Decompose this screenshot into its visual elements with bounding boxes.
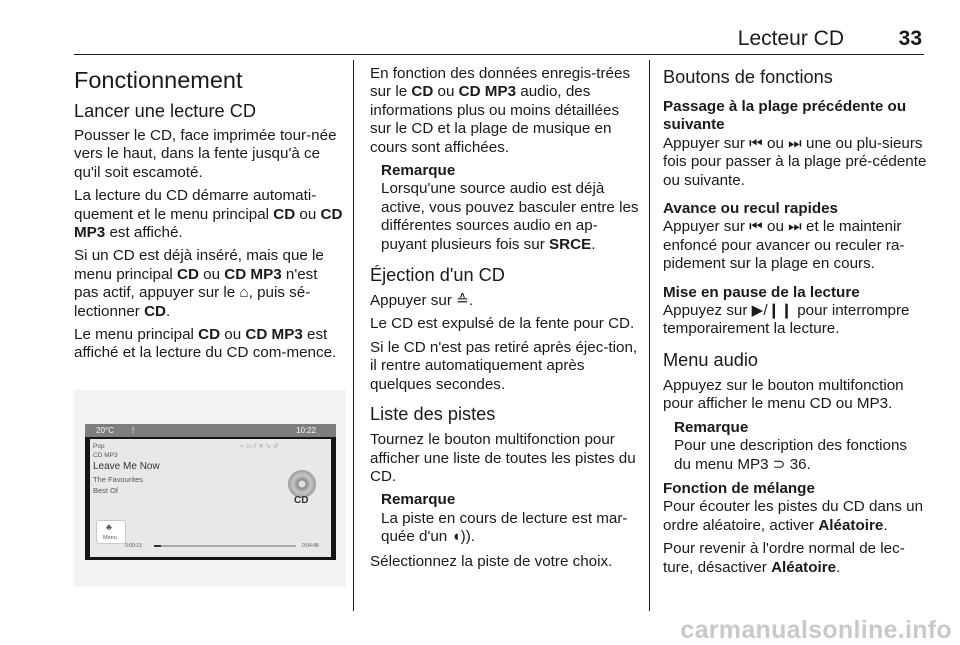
disc-label: CD	[294, 495, 309, 506]
track-title: Leave Me Now	[93, 461, 160, 472]
progress-bar	[154, 545, 296, 547]
cd-player-screen-photo	[74, 390, 346, 587]
column-1	[74, 60, 346, 363]
paragraph-select-track: Sélectionnez la piste de votre choix.	[370, 552, 613, 570]
header-divider	[74, 54, 924, 55]
temperature: 20°C	[96, 426, 114, 435]
heading-skip-track: Passage à la plage précédente ou suivante	[663, 98, 907, 134]
paragraph-main-menu: Le menu principal CD ou CD MP3 est affiché et la lecture du CD com-mence.	[74, 326, 337, 362]
paragraph-skip-track: Appuyer sur ⏮ ou ⏭ une ou plu-sieurs fois pour passer à la plage pré-cédente ou suivante.	[663, 134, 927, 189]
page-number: 33	[898, 27, 922, 50]
total-time: 0:04:48	[302, 543, 319, 549]
heading-audio-menu: Menu audio	[663, 349, 759, 370]
note-mp3-menu	[663, 419, 927, 474]
heading-function-buttons: Boutons de fonctions	[663, 67, 833, 87]
album-subtitle: Best Of	[93, 486, 119, 495]
source-label: Pop	[93, 443, 105, 450]
paragraph-audio-menu: Appuyez sur le bouton multifonction pour afficher le menu CD ou MP3.	[663, 376, 904, 413]
section-title: Fonctionnement	[74, 67, 243, 93]
paragraph-fast-forward: Appuyer sur ⏮ ou ⏭ et le maintenir enfoncé pour avancer ou reculer ra-pidement sur la plage en cours.	[663, 218, 905, 273]
display-content	[90, 439, 331, 557]
note-title: Remarque	[381, 491, 456, 509]
paragraph-shuffle-on: Pour écouter les pistes du CD dans un ordre aléatoire, activer Aléatoire.	[663, 498, 924, 534]
cd-disc-icon	[288, 470, 316, 498]
mode-label: CD MP3	[93, 452, 118, 459]
clock: 10:22	[296, 426, 317, 435]
heading-shuffle: Fonction de mélange	[663, 479, 815, 497]
paragraph-already-inserted: Si un CD est déjà inséré, mais que le menu principal CD ou CD MP3 n'est pas actif, appuyer sur le ⌂, puis sé-lectionner CD.	[74, 247, 324, 320]
column-divider-2	[649, 60, 650, 611]
menu-icon: ♣	[106, 522, 112, 532]
paragraph-eject-result: Le CD est expulsé de la fente pour CD.	[370, 315, 635, 333]
status-bar	[85, 424, 336, 437]
heading-fast-forward: Avance ou recul rapides	[663, 200, 839, 218]
note-current-track	[370, 491, 640, 546]
home-icon: ⌂	[239, 284, 249, 302]
column-3	[663, 60, 927, 577]
note-text: Lorsqu'une source audio est déjà active, vous pouvez basculer entre les différentes sources audio en ap-puyant plusieurs fois sur SRCE.	[381, 180, 639, 253]
status-separator: !	[132, 426, 135, 435]
paragraph-shuffle-off: Pour revenir à l'ordre normal de lec-ture, désactiver Aléatoire.	[663, 540, 905, 576]
subsection-title: Lancer une lecture CD	[74, 101, 256, 121]
note-title: Remarque	[674, 418, 749, 436]
column-2	[370, 60, 640, 571]
paragraph-eject-retract: Si le CD n'est pas retiré après éjec-tion, il rentre automatiquement après quelques secondes.	[370, 338, 638, 393]
heading-pause: Mise en pause de la lecture	[663, 283, 860, 301]
page-header	[0, 0, 960, 56]
paragraph-cd-info: En fonction des données enregis-trées sur le CD ou CD MP3 audio, des informations plus ou moins détaillées sur le CD et la plage de musique en cours sont affichées.	[370, 65, 631, 156]
watermark-logo: carmanualsonline.info	[680, 616, 952, 644]
display-bezel	[85, 424, 336, 560]
menu-button[interactable]	[96, 520, 126, 544]
paragraph-track-list: Tournez le bouton multifonction pour afficher une liste de toutes les pistes du CD.	[370, 431, 636, 485]
column-divider-1	[353, 60, 354, 611]
menu-label: Menu	[103, 535, 117, 541]
media-icons: ⌁ ▭ ⫽ ✕ ∿ ↺	[240, 443, 279, 450]
header-title: Lecteur CD	[737, 27, 844, 50]
album-title: The Favourites	[93, 475, 144, 484]
paragraph-eject-button: Appuyer sur ≙.	[370, 292, 474, 310]
note-text: Pour une description des fonctions du menu MP3 ⊃ 36.	[674, 437, 908, 473]
note-sources	[370, 162, 640, 254]
heading-track-list: Liste des pistes	[370, 404, 496, 425]
elapsed-time: 0:00:13	[125, 543, 142, 549]
paragraph-autostart: La lecture du CD démarre automati-quement et le menu principal CD ou CD MP3 est affiché.	[74, 187, 343, 242]
paragraph-pause: Appuyez sur ▶/❙❙ pour interrompre temporairement la lecture.	[663, 302, 910, 338]
note-text: La piste en cours de lecture est mar-quée d'un ◖)).	[381, 509, 628, 546]
paragraph-insert: Pousser le CD, face imprimée tour-née vers le haut, dans la fente jusqu'à ce qu'il soit escamoté.	[74, 127, 337, 181]
heading-eject: Éjection d'un CD	[370, 265, 505, 286]
note-title: Remarque	[381, 162, 456, 180]
progress-fill	[154, 545, 161, 547]
